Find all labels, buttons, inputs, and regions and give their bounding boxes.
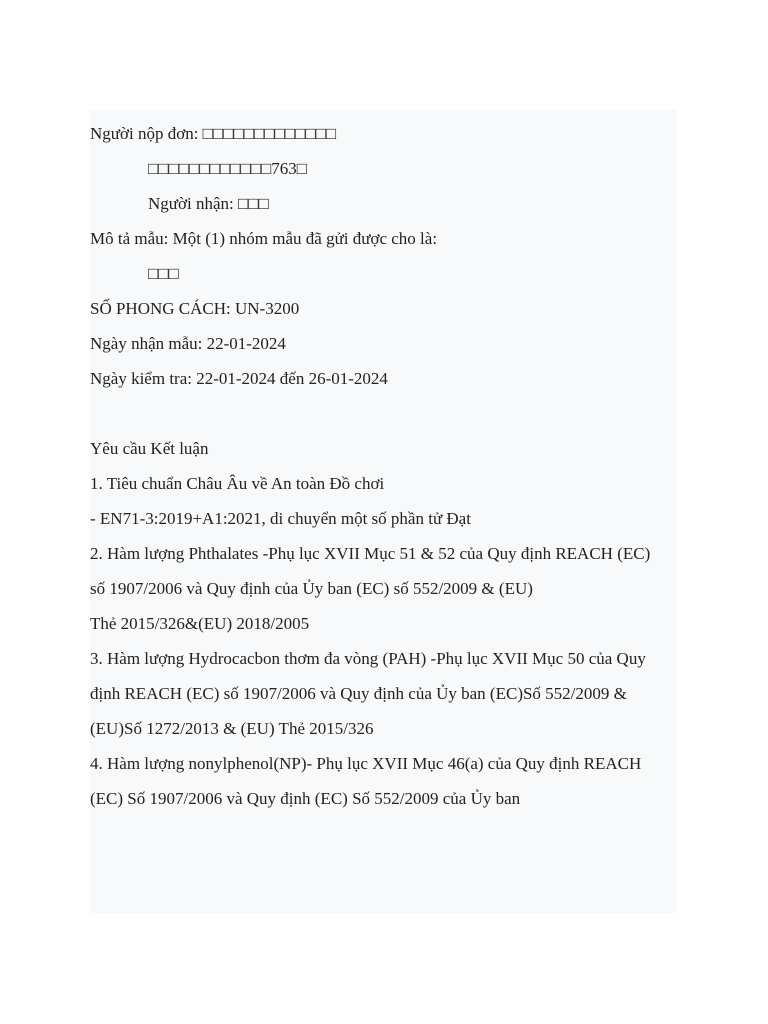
- applicant-line: Người nộp đơn: □□□□□□□□□□□□□: [90, 124, 337, 143]
- sample-name-line: □□□: [148, 264, 179, 283]
- test-date-line: Ngày kiểm tra: 22-01-2024 đến 26-01-2024: [90, 369, 388, 388]
- conclusion-item-line: số 1907/2006 và Quy định của Ủy ban (EC) số 552/2009 & (EU): [90, 579, 533, 598]
- sample-description-line: Mô tả mẫu: Một (1) nhóm mẫu đã gửi được cho là:: [90, 229, 438, 248]
- conclusion-item-line: 1. Tiêu chuẩn Châu Âu về An toàn Đồ chơi: [90, 474, 385, 493]
- address-line: □□□□□□□□□□□□763□: [148, 159, 307, 178]
- conclusion-item-line: - EN71-3:2019+A1:2021, di chuyển một số phần tử Đạt: [90, 509, 471, 528]
- style-number-line: SỐ PHONG CÁCH: UN-3200: [90, 299, 300, 318]
- document-page: [90, 110, 677, 913]
- conclusion-item-line: định REACH (EC) số 1907/2006 và Quy định của Ủy ban (EC)Số 552/2009 &: [90, 684, 627, 703]
- conclusion-item-line: 4. Hàm lượng nonylphenol(NP)- Phụ lục XVII Mục 46(a) của Quy định REACH: [90, 754, 642, 773]
- conclusion-item-line: 2. Hàm lượng Phthalates -Phụ lục XVII Mục 51 & 52 của Quy định REACH (EC): [90, 544, 651, 563]
- conclusion-item-line: (EU)Số 1272/2013 & (EU) Thẻ 2015/326: [90, 719, 374, 738]
- conclusion-heading: Yêu cầu Kết luận: [90, 439, 209, 458]
- received-date-line: Ngày nhận mẫu: 22-01-2024: [90, 334, 286, 353]
- recipient-line: Người nhận: □□□: [148, 194, 269, 213]
- conclusion-item-line: (EC) Số 1907/2006 và Quy định (EC) Số 552/2009 của Ủy ban: [90, 789, 521, 808]
- conclusion-item-line: 3. Hàm lượng Hydrocacbon thơm đa vòng (PAH) -Phụ lục XVII Mục 50 của Quy: [90, 649, 646, 668]
- conclusion-item-line: Thẻ 2015/326&(EU) 2018/2005: [90, 614, 310, 633]
